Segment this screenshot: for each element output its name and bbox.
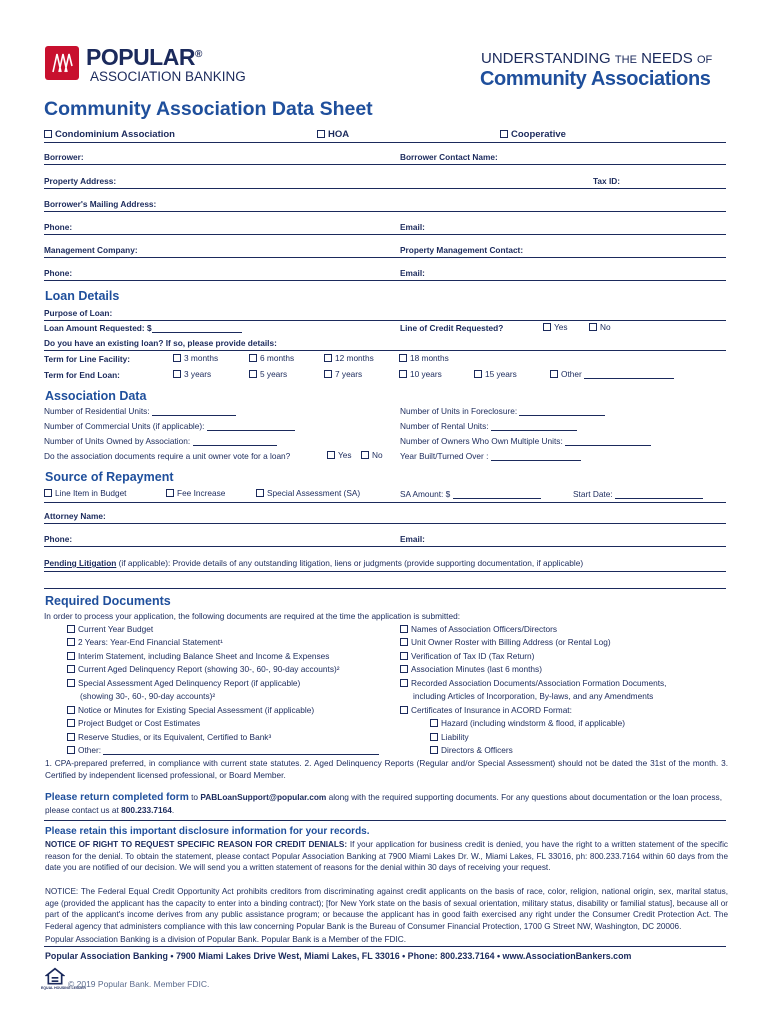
doc-sa-delinquency[interactable] [67, 678, 300, 688]
return-dot: . [171, 805, 175, 815]
return-lead: Please return completed form [45, 792, 189, 803]
doc-insurance[interactable] [400, 705, 572, 715]
repay-fee-increase[interactable] [166, 488, 225, 498]
checkbox-label: 2 Years: Year-End Financial Statement¹ [78, 637, 223, 647]
checkbox-box[interactable] [166, 489, 174, 497]
sa-amount-label: SA Amount: $ [400, 489, 451, 499]
email-label: Email: [400, 534, 425, 544]
checkbox-box[interactable] [256, 489, 264, 497]
checkbox-box[interactable] [249, 354, 257, 362]
checkbox-label: Cooperative [511, 129, 566, 140]
logo-sub: ASSOCIATION BANKING [90, 69, 246, 84]
checkbox-label: Certificates of Insurance in ACORD Format: [411, 705, 572, 715]
docs-footnote: 1. CPA-prepared preferred, in compliance with current state statutes. 2. Aged Delinquency Reports (Regular and/or Special Assessment) should not be dated the 31st of the month. 3. Certified by independent licensed professional, or Board Member. [45, 758, 728, 780]
checkbox-box[interactable] [67, 733, 75, 741]
checkbox-box[interactable] [67, 679, 75, 687]
checkbox-box[interactable] [327, 451, 335, 459]
tagline-bottom: Community Associations [480, 68, 711, 90]
repay-line-item[interactable] [44, 488, 127, 498]
row-management[interactable] [44, 244, 726, 258]
term-end-3y[interactable] [173, 369, 211, 379]
checkbox-label: No [372, 450, 383, 460]
owner-vote-no[interactable] [361, 450, 383, 460]
row-attorney[interactable] [44, 510, 726, 524]
property-address-label: Property Address: [44, 176, 117, 186]
sa-amount[interactable] [400, 489, 541, 499]
doc-other[interactable] [67, 745, 379, 755]
row-borrower[interactable] [44, 151, 726, 165]
doc-interim-statement[interactable] [67, 651, 329, 661]
return-rest: along with the required supporting documents. For any questions about documentation or the loan process, please contact us at [45, 792, 723, 815]
checkbox-box[interactable] [67, 652, 75, 660]
required-docs-heading: Required Documents [45, 594, 171, 608]
doc-owner-roster[interactable] [400, 637, 611, 647]
page-title: Community Association Data Sheet [44, 98, 373, 120]
multi-unit-owners[interactable] [400, 436, 651, 446]
loc-no[interactable] [589, 322, 611, 332]
doc-officers[interactable] [400, 624, 557, 634]
return-to: to [188, 792, 201, 802]
checkbox-label: HOA [328, 129, 350, 140]
checkbox-condominium[interactable] [44, 129, 175, 140]
return-phone: 800.233.7164 [121, 805, 172, 815]
checkbox-box[interactable] [543, 323, 551, 331]
checkbox-box[interactable] [324, 354, 332, 362]
checkbox-label: Liability [441, 732, 469, 742]
term-end-other[interactable] [550, 369, 674, 379]
checkbox-box[interactable] [399, 370, 407, 378]
checkbox-hoa[interactable] [317, 129, 349, 140]
checkbox-box[interactable] [67, 719, 75, 727]
doc-hazard[interactable] [430, 718, 625, 728]
logo-name-text: POPULAR [86, 44, 195, 70]
row-mailing-address[interactable] [44, 198, 726, 212]
units-owned[interactable] [44, 436, 277, 446]
doc-reserve-studies[interactable] [67, 732, 271, 742]
doc-current-budget[interactable] [67, 624, 153, 634]
year-built-label: Year Built/Turned Over : [400, 451, 489, 461]
foreclosure-units[interactable] [400, 406, 605, 416]
checkbox-box[interactable] [399, 354, 407, 362]
repay-special-assessment[interactable] [256, 488, 360, 498]
rental-units-label: Number of Rental Units: [400, 421, 489, 431]
disclosure-ecoa: NOTICE: The Federal Equal Credit Opportunity Act prohibits creditors from discriminating against credit applicants on the basis of race, color, religion, national origin, sex, marital status, age (provided the applicant has the capacity to enter into a binding contract); [for New York state on the basis of sexual orientation, military status, disability or familial status], because all or part of the applicant's income derives from any public assistance program; or because the applicant has in good faith exercised any right under the Consumer Credit Protection Act. The Federal agency that administers compliance with this law concerning Popular Bank is the Bureau of Consumer Financial Protection, 1700 G Street NW, Washington, DC 20006. [45, 887, 728, 931]
start-date[interactable] [573, 489, 703, 499]
doc-tax-id[interactable] [400, 651, 534, 661]
checkbox-label: Directors & Officers [441, 745, 513, 755]
checkbox-box[interactable] [430, 746, 438, 754]
ehl-text: EQUAL HOUSING LENDER [41, 986, 86, 990]
checkbox-box[interactable] [173, 354, 181, 362]
residential-units-label: Number of Residential Units: [44, 406, 150, 416]
checkbox-box[interactable] [550, 370, 558, 378]
owner-vote-label: Do the association documents require a unit owner vote for a loan? [44, 451, 291, 461]
phone-label: Phone: [44, 268, 73, 278]
checkbox-label: No [600, 322, 611, 332]
row-attorney-contact[interactable] [44, 533, 726, 547]
doc-directors-officers[interactable] [430, 745, 513, 755]
checkbox-label: Line Item in Budget [55, 488, 127, 498]
checkbox-label: 10 years [410, 369, 442, 379]
checkbox-label: Yes [554, 322, 568, 332]
checkbox-box[interactable] [67, 746, 75, 754]
management-company-label: Management Company: [44, 245, 138, 255]
mailing-address-label: Borrower's Mailing Address: [44, 199, 157, 209]
checkbox-box[interactable] [44, 489, 52, 497]
tagline-understanding: UNDERSTANDING [481, 50, 611, 67]
checkbox-box[interactable] [430, 719, 438, 727]
logo-name [86, 44, 202, 71]
repayment-heading: Source of Repayment [45, 470, 174, 484]
foreclosure-units-label: Number of Units in Foreclosure: [400, 406, 518, 416]
loan-amount-label: Loan Amount Requested: $ [44, 323, 152, 333]
checkbox-box[interactable] [474, 370, 482, 378]
checkbox-box[interactable] [44, 130, 52, 138]
loc-requested-label: Line of Credit Requested? [400, 323, 504, 333]
checkbox-label: Other: [78, 745, 102, 755]
checkbox-label: Condominium Association [55, 129, 175, 140]
pending-litigation-text: (if applicable): Provide details of any outstanding litigation, liens or judgments (provide supporting documentation, if applicable) [116, 558, 584, 568]
checkbox-box[interactable] [400, 706, 408, 714]
checkbox-cooperative[interactable] [500, 129, 566, 140]
checkbox-box[interactable] [400, 625, 408, 633]
term-end-7y[interactable] [324, 369, 362, 379]
footer-copyright: © 2019 Popular Bank. Member FDIC. [68, 979, 210, 989]
existing-loan-label: Do you have an existing loan? If so, please provide details: [44, 338, 277, 348]
phone-label: Phone: [44, 534, 73, 544]
checkbox-label: 7 years [335, 369, 363, 379]
checkbox-label: Hazard (including windstorm & flood, if applicable) [441, 718, 626, 728]
notice-text: If your application for business credit is denied, you have the right to a written statement of the specific reason for the denial. To obtain the statement, please contact Popular Association Banking at 7900 Miami Lakes Dr. W., Miami Lakes, FL 33016, ph: 800.233.7164 within 60 days from the date you are notified of our decision. We will send you a written statement of reasons for the denial within 30 days of receiving your request. [45, 840, 728, 873]
checkbox-box[interactable] [317, 130, 325, 138]
multi-unit-owners-label: Number of Owners Who Own Multiple Units: [400, 436, 563, 446]
attorney-label: Attorney Name: [44, 511, 106, 521]
checkbox-label: Reserve Studies, or its Equivalent, Certified to Bank³ [78, 732, 272, 742]
equal-housing-lender-icon [45, 967, 65, 987]
checkbox-box[interactable] [400, 679, 408, 687]
doc-minutes[interactable] [400, 664, 542, 674]
checkbox-label: Fee Increase [177, 488, 226, 498]
doc-recorded-docs[interactable] [400, 678, 666, 688]
docs-intro: In order to process your application, the following documents are required at the time the application is submitted: [44, 611, 460, 621]
checkbox-label: Unit Owner Roster with Billing Address (or Rental Log) [411, 637, 611, 647]
term-end-15y[interactable] [474, 369, 517, 379]
checkbox-label: 18 months [410, 353, 449, 363]
checkbox-label: Association Minutes (last 6 months) [411, 664, 542, 674]
pending-litigation-label: Pending Litigation [44, 558, 117, 568]
pending-litigation [44, 558, 583, 568]
checkbox-box[interactable] [173, 370, 181, 378]
checkbox-label: 6 months [260, 353, 295, 363]
checkbox-box[interactable] [361, 451, 369, 459]
checkbox-box[interactable] [67, 638, 75, 646]
loan-details-heading: Loan Details [45, 289, 120, 303]
tagline-the: THE [614, 54, 637, 66]
term-end-10y[interactable] [399, 369, 442, 379]
units-owned-label: Number of Units Owned by Association: [44, 436, 191, 446]
checkbox-box[interactable] [249, 370, 257, 378]
email-label: Email: [400, 268, 425, 278]
row-phone-email-2[interactable] [44, 267, 726, 281]
checkbox-label: Yes [338, 450, 352, 460]
row-phone-email-1[interactable] [44, 221, 726, 235]
checkbox-label: 5 years [260, 369, 288, 379]
borrower-contact-label: Borrower Contact Name: [400, 152, 498, 162]
email-label: Email: [400, 222, 425, 232]
doc-recorded-docs-cont: including Articles of Incorporation, By-laws, and any Amendments [413, 691, 654, 701]
checkbox-box[interactable] [67, 625, 75, 633]
commercial-units-label: Number of Commercial Units (if applicable): [44, 421, 205, 431]
checkbox-box[interactable] [400, 638, 408, 646]
checkbox-label: 12 months [335, 353, 374, 363]
disclosure-heading: Please retain this important disclosure information for your records. [45, 826, 370, 837]
row-purpose[interactable] [44, 307, 726, 321]
term-line-3m[interactable] [173, 353, 218, 363]
footer-address: Popular Association Banking • 7900 Miami Lakes Drive West, Miami Lakes, FL 33016 • Phone: 800.233.7164 • www.AssociationBankers.com [45, 951, 632, 961]
checkbox-label: Verification of Tax ID (Tax Return) [411, 651, 535, 661]
checkbox-box[interactable] [400, 652, 408, 660]
checkbox-box[interactable] [400, 665, 408, 673]
borrower-label: Borrower: [44, 152, 84, 162]
term-line-18m[interactable] [399, 353, 449, 363]
phone-label: Phone: [44, 222, 73, 232]
term-end-5y[interactable] [249, 369, 287, 379]
doc-delinquency-report[interactable] [67, 664, 340, 674]
loan-amount[interactable] [44, 323, 242, 333]
checkbox-label: 3 months [184, 353, 219, 363]
return-email-link[interactable]: PABLoanSupport@popular.com [200, 792, 327, 802]
term-line-label: Term for Line Facility: [44, 354, 131, 364]
term-line-6m[interactable] [249, 353, 294, 363]
notice-label: NOTICE OF RIGHT TO REQUEST SPECIFIC REASON FOR CREDIT DENIALS: [45, 840, 348, 849]
association-data-heading: Association Data [45, 389, 147, 403]
logo-reg-mark: ® [194, 49, 202, 60]
doc-sa-delinquency-cont: (showing 30-, 60-, 90-day accounts)² [80, 691, 216, 701]
pm-contact-label: Property Management Contact: [400, 245, 524, 255]
owner-vote [44, 451, 290, 461]
row-existing-loan[interactable] [44, 337, 726, 351]
owner-vote-yes[interactable] [327, 450, 352, 460]
residential-units[interactable] [44, 406, 236, 416]
checkbox-label: Names of Association Officers/Directors [411, 624, 558, 634]
rental-units[interactable] [400, 421, 577, 431]
tagline-of: OF [696, 54, 713, 66]
start-date-label: Start Date: [573, 489, 613, 499]
term-end-label: Term for End Loan: [44, 370, 120, 380]
doc-project-budget[interactable] [67, 718, 200, 728]
checkbox-label: Recorded Association Documents/Association Formation Documents, [411, 678, 667, 688]
checkbox-label: Interim Statement, including Balance Sheet and Income & Expenses [78, 651, 330, 661]
checkbox-label: Project Budget or Cost Estimates [78, 718, 201, 728]
checkbox-label: Current Aged Delinquency Report (showing 30-, 60-, 90-day accounts)² [78, 664, 340, 674]
doc-sa-notice[interactable] [67, 705, 314, 715]
checkbox-box[interactable] [500, 130, 508, 138]
popular-logo-mark-icon [45, 46, 79, 80]
tax-id-label: Tax ID: [592, 176, 620, 186]
checkbox-label: Special Assessment Aged Delinquency Report (if applicable) [78, 678, 301, 688]
checkbox-box[interactable] [324, 370, 332, 378]
checkbox-label: Current Year Budget [78, 624, 154, 634]
year-built[interactable] [400, 451, 581, 461]
return-instructions [45, 791, 728, 816]
disclosure-notice [45, 839, 728, 874]
commercial-units[interactable] [44, 421, 295, 431]
checkbox-label: Special Assessment (SA) [267, 488, 361, 498]
checkbox-box[interactable] [589, 323, 597, 331]
tagline-top [481, 50, 712, 67]
checkbox-box[interactable] [67, 665, 75, 673]
disclosure-division: Popular Association Banking is a division of Popular Bank. Popular Bank is a Member of the FDIC. [45, 934, 407, 944]
checkbox-label: 15 years [485, 369, 517, 379]
checkbox-label: Other [561, 369, 582, 379]
tagline-needs: NEEDS [641, 50, 693, 67]
checkbox-box[interactable] [430, 733, 438, 741]
checkbox-label: Notice or Minutes for Existing Special Assessment (if applicable) [78, 705, 315, 715]
checkbox-box[interactable] [67, 706, 75, 714]
doc-year-end-financials[interactable] [67, 637, 223, 647]
checkbox-label: 3 years [184, 369, 212, 379]
row-property-address[interactable] [44, 175, 726, 189]
doc-liability[interactable] [430, 732, 469, 742]
loc-yes[interactable] [543, 322, 568, 332]
purpose-label: Purpose of Loan: [44, 308, 113, 318]
term-line-12m[interactable] [324, 353, 374, 363]
